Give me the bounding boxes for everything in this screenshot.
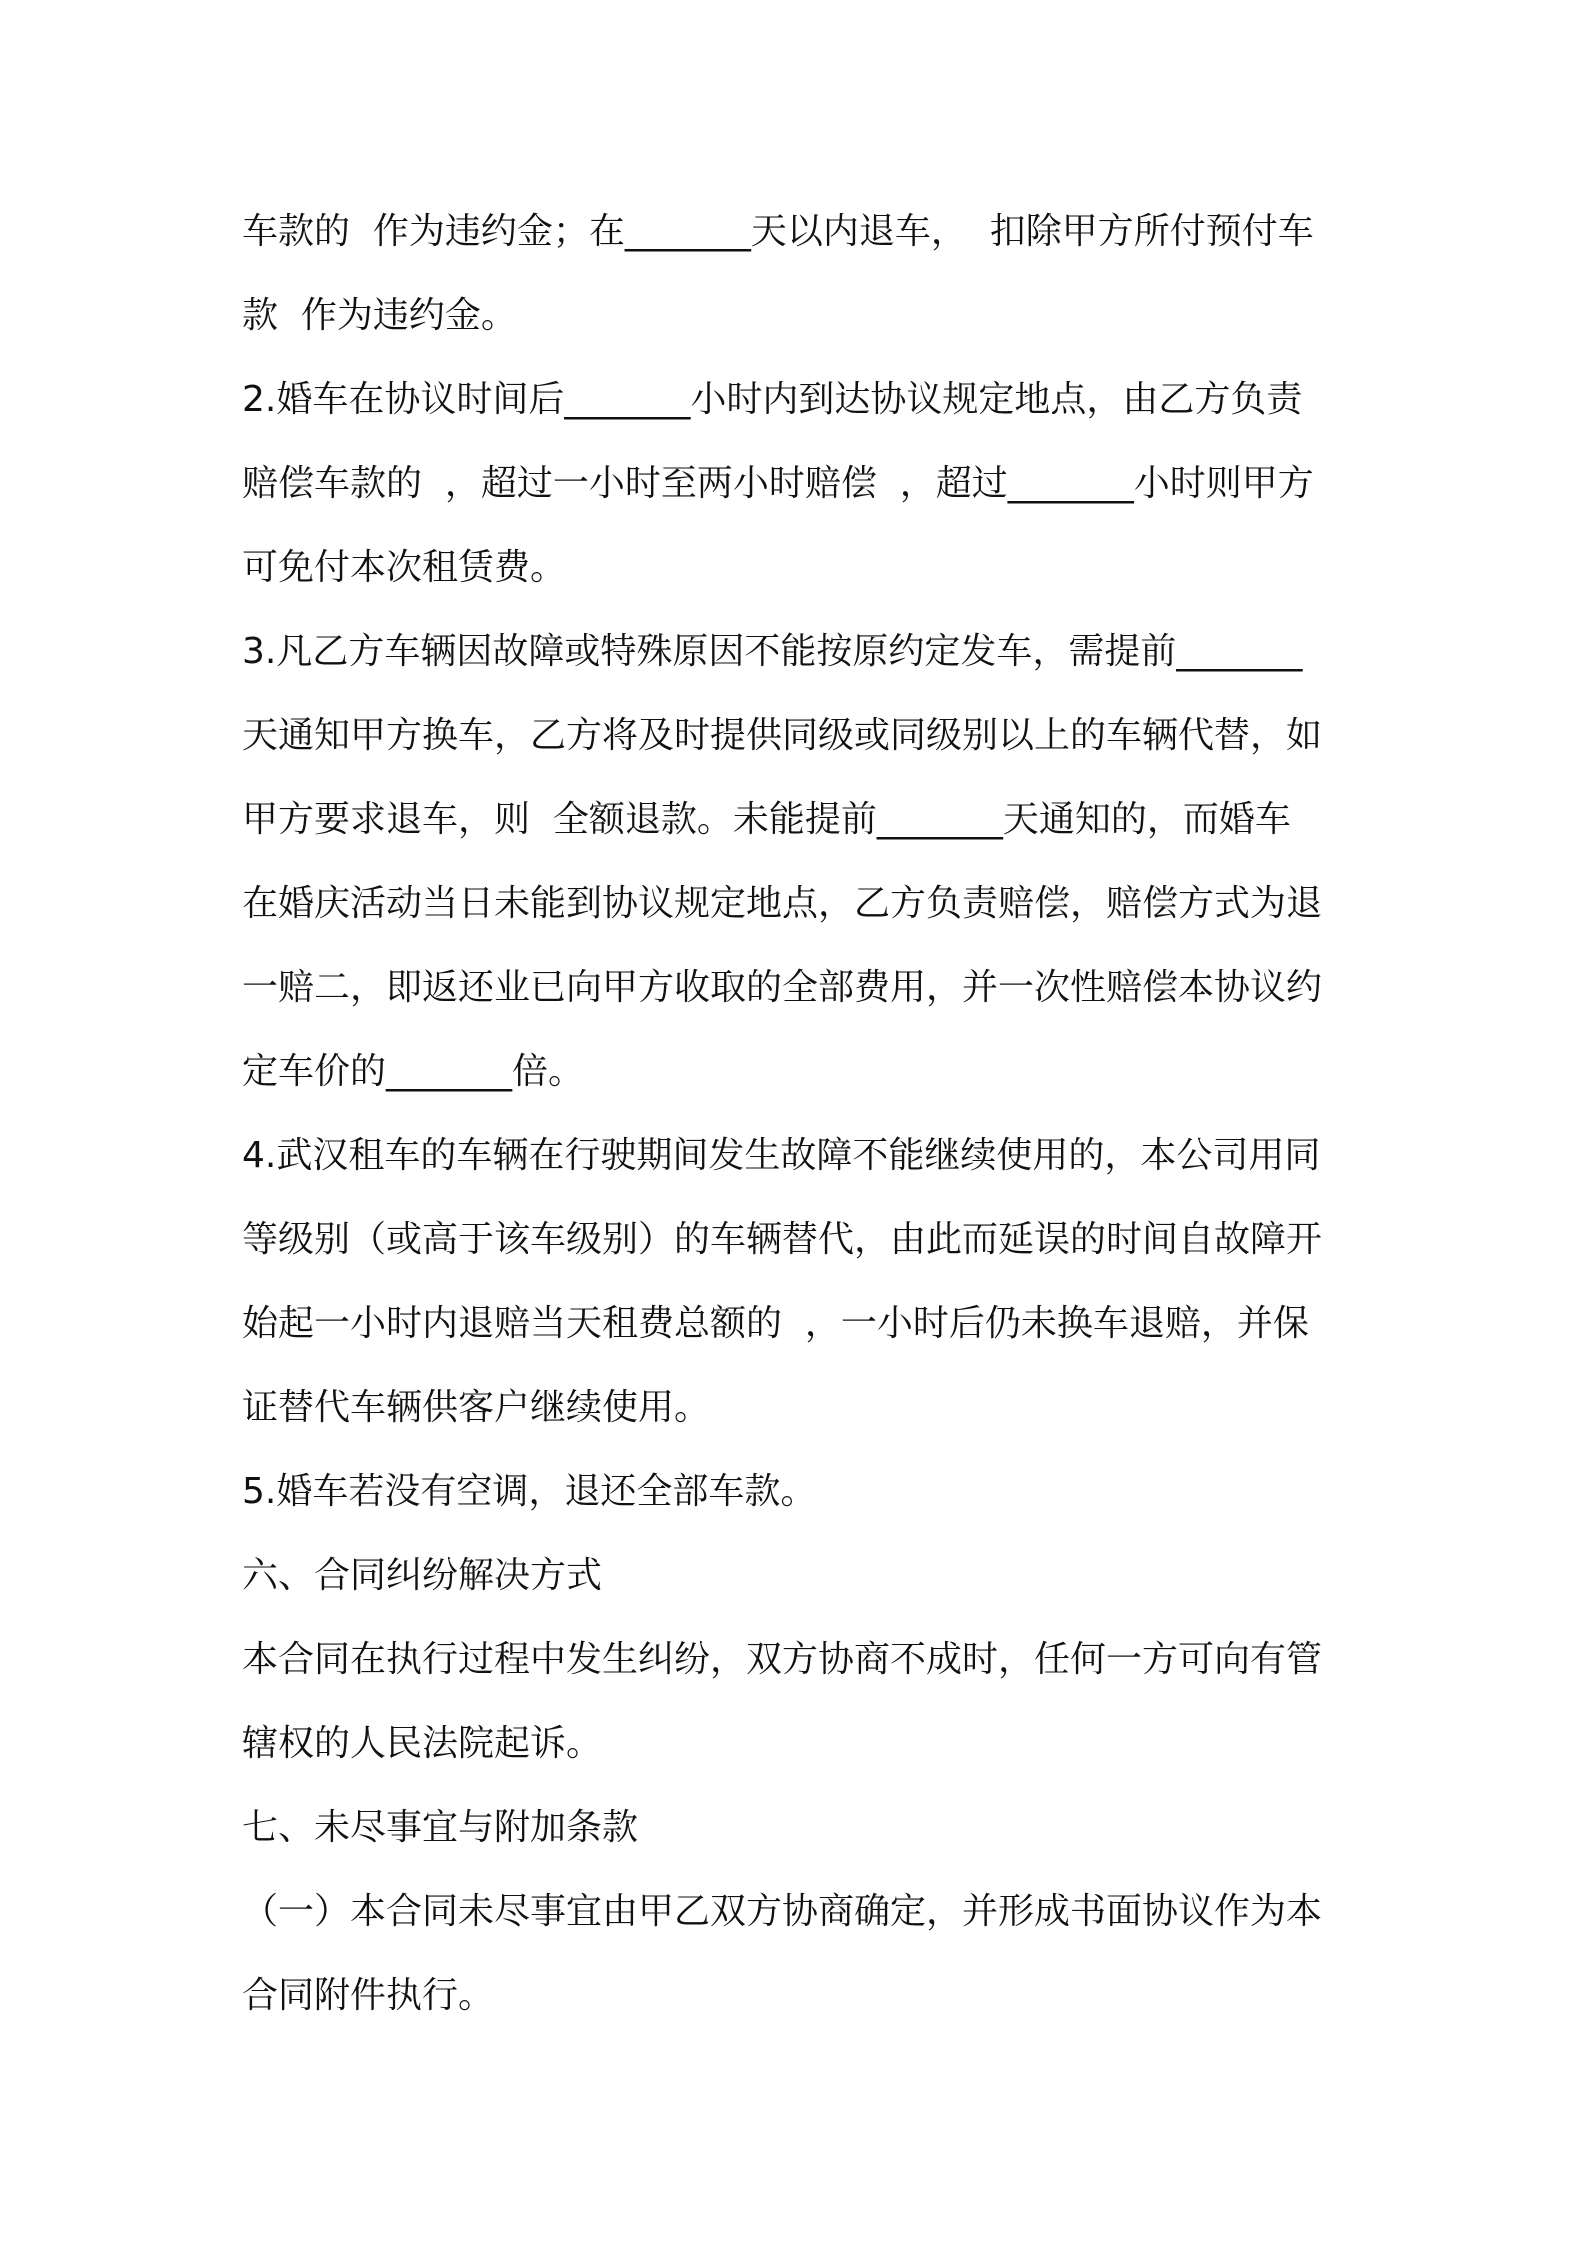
clause-2-line-2: 赔偿车款的 ，超过一小时至两小时赔偿 ，超过_______小时则甲方 [242, 463, 1314, 504]
section-7-line-1: （一）本合同未尽事宜由甲乙双方协商确定，并形成书面协议作为本 [242, 1891, 1323, 1932]
clause-3-line-2: 天通知甲方换车，乙方将及时提供同级或同级别以上的车辆代替，如 [242, 715, 1323, 756]
text-line-2: 款 作为违约金。 [242, 295, 517, 336]
section-7-line-2: 合同附件执行。 [242, 1975, 495, 2016]
text-line-1: 车款的 作为违约金；在_______天以内退车， 扣除甲方所付预付车 [242, 211, 1314, 252]
clause-4-line-4: 证替代车辆供客户继续使用。 [242, 1387, 711, 1428]
clause-3-line-4: 在婚庆活动当日未能到协议规定地点，乙方负责赔偿，赔偿方式为退 [242, 883, 1323, 924]
section-6-line-1: 本合同在执行过程中发生纠纷，双方协商不成时，任何一方可向有管 [242, 1639, 1323, 1680]
section-7-heading: 七、未尽事宜与附加条款 [242, 1807, 639, 1848]
clause-3-line-5: 一赔二，即返还业已向甲方收取的全部费用，并一次性赔偿本协议约 [242, 967, 1323, 1008]
section-6-heading: 六、合同纠纷解决方式 [242, 1555, 603, 1596]
clause-5-line-1: 5.婚车若没有空调，退还全部车款。 [242, 1471, 817, 1512]
clause-2-line-1: 2.婚车在协议时间后_______小时内到达协议规定地点，由乙方负责 [242, 379, 1303, 420]
contract-text-body [242, 190, 1362, 2038]
clause-2-line-3: 可免付本次租赁费。 [242, 547, 567, 588]
clause-3-line-3: 甲方要求退车，则 全额退款。未能提前_______天通知的，而婚车 [242, 799, 1291, 840]
clause-4-line-2: 等级别（或高于该车级别）的车辆替代，由此而延误的时间自故障开 [242, 1219, 1323, 1260]
clause-3-line-6: 定车价的_______倍。 [242, 1051, 585, 1092]
section-6-line-2: 辖权的人民法院起诉。 [242, 1723, 603, 1764]
clause-3-line-1: 3.凡乙方车辆因故障或特殊原因不能按原约定发车，需提前_______ [242, 631, 1303, 672]
clause-4-line-3: 始起一小时内退赔当天租费总额的 ，一小时后仍未换车退赔，并保 [242, 1303, 1309, 1344]
clause-4-line-1: 4.武汉租车的车辆在行驶期间发生故障不能继续使用的，本公司用同 [242, 1135, 1321, 1176]
